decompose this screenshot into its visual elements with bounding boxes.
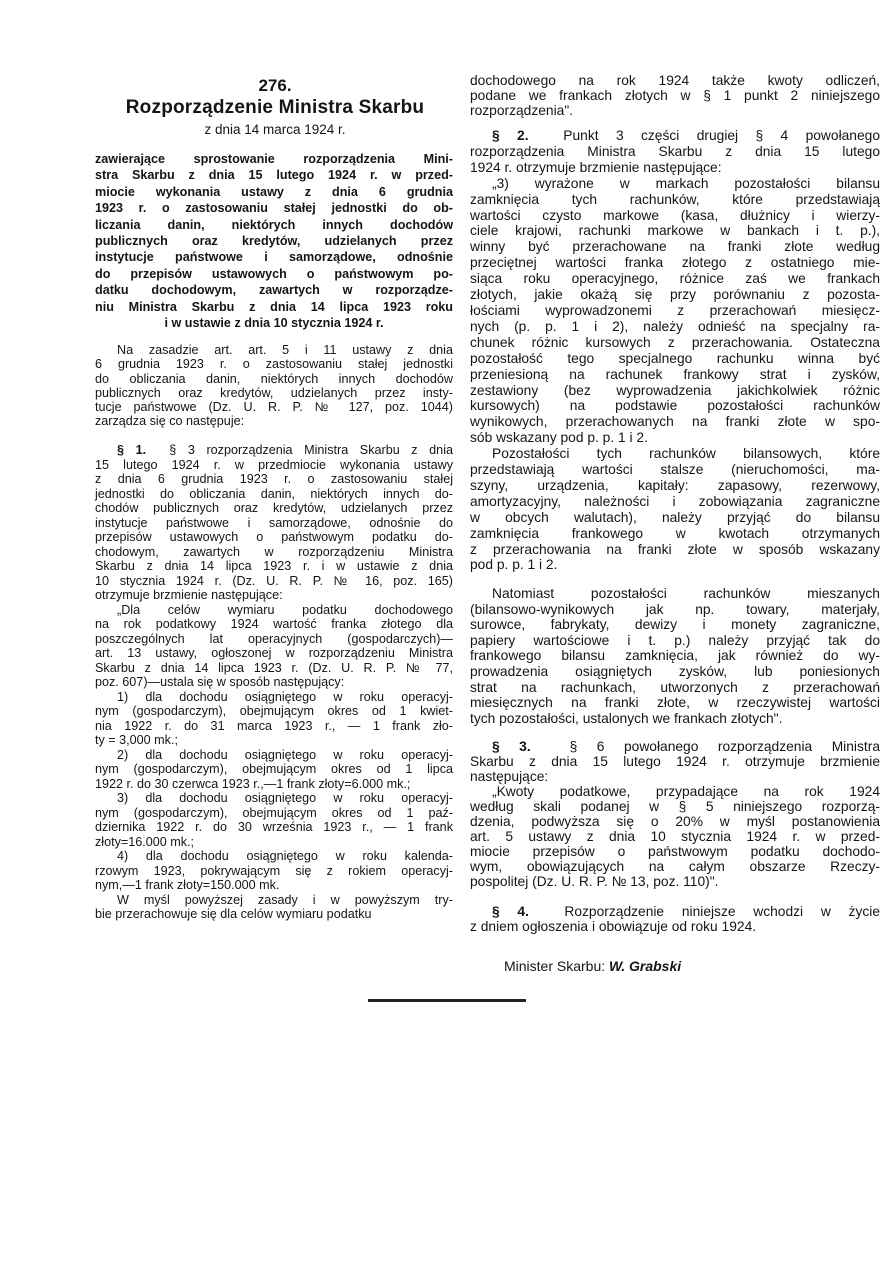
text-line: nym,—1 frank złoty=150.000 mk. <box>95 878 280 892</box>
text-line: pospolitej (Dz. U. R. P. № 13, poz. 110)". <box>470 874 719 889</box>
text-line: art. 5 ustawy z dnia 10 stycznia 1924 r. w przed- <box>470 829 880 844</box>
section-label: § 1. <box>117 443 147 457</box>
text-line: 1923 r. o zastosowaniu stałej jednostki do ob- <box>95 201 453 216</box>
paragraph <box>95 443 453 603</box>
text-line: 4) dla dochodu osiągniętego w roku kalenda- <box>117 849 453 863</box>
text-line: według skali podanej w § 5 niniejszego rozporzą- <box>470 799 880 814</box>
preamble <box>95 343 453 429</box>
text-line: „Dla celów wymiaru podatku dochodowego <box>117 602 453 617</box>
text-line <box>470 739 880 754</box>
text-line: w obcych walutach), należy przyjąć do bilansu <box>470 509 880 525</box>
text-line: 15 lutego 1924 r. w przedmiocie wykonania ustawy <box>95 457 453 472</box>
paragraph <box>470 784 880 889</box>
section-text: § 6 powołanego rozporządzenia Ministra <box>530 739 880 754</box>
section-label: § 2. <box>492 128 529 143</box>
text-line: instytucje państwowe i samorządowe, odnośnie do <box>95 515 453 530</box>
text-line: datku dochodowym, zawartych w rozporządze- <box>95 283 453 298</box>
paragraph <box>95 893 453 922</box>
text-line: siąca roku operacyjnego, różnice zaś we frankach <box>470 271 880 287</box>
text-line: wym, obowiązujących na całym obszarze Rzeczy- <box>470 859 880 874</box>
text-line: Pozostałości tych rachunków bilansowych, które <box>492 446 880 462</box>
text-line: art. 13 ustawy, ogłoszonej w rozporządzeniu Ministra <box>95 646 453 660</box>
text-line: z przerachowania na franki złote w sposób wskazany <box>470 541 880 557</box>
section-2-mixed-accounts <box>470 586 880 726</box>
text-line: 2) dla dochodu osiągniętego w roku operacyj- <box>117 747 453 762</box>
text-line: Natomiast pozostałości rachunków mieszanych <box>492 586 880 601</box>
section-3 <box>470 739 880 889</box>
paragraph <box>95 748 453 792</box>
text-line: Skarbu z dnia 14 lipca 1923 r. i w ustawie z dnia <box>95 559 453 573</box>
text-line: z dnia 6 grudnia 1923 r. o zastosowaniu stałej <box>95 472 453 486</box>
section-text: Rozporządzenie niniejsze wchodzi w życie <box>528 904 880 919</box>
text-line: wartości czysto markowe (kasa, dłużnicy i wierzy- <box>470 207 880 223</box>
act-title: Rozporządzenie Ministra Skarbu <box>125 97 425 118</box>
text-line: rozporządzenia". <box>470 103 574 118</box>
section-text: Punkt 3 części drugiej § 4 powołanego <box>528 128 880 143</box>
text-line: szyny, urządzenia, kapitały: zapasowy, rezerwowy, <box>470 477 880 493</box>
text-line: poszczególnych lat operacyjnych (gospodarczych)— <box>95 631 453 646</box>
text-line: przepisów ustawowych o państwowym podatku do- <box>95 530 453 544</box>
section-label: § 3. <box>492 739 531 754</box>
text-line: 3) dla dochodu osiągniętego w roku operacyj- <box>117 791 453 805</box>
text-line: „3) wyrażone w markach pozostałości bilansu <box>492 175 880 191</box>
text-line: publicznych oraz kredytów, udzielanych przez <box>95 234 453 249</box>
text-line: frankowego bilansu zamknięcia, jak również do wy- <box>470 648 880 664</box>
text-line: miocie przepisów o państwowym podatku dochodo- <box>470 844 880 859</box>
paragraph <box>470 446 880 573</box>
text-line: strat na rachunkach, utworzonych z przerachowań <box>470 679 880 695</box>
text-line: W myśl powyższej zasady i w powyższym try- <box>117 892 453 907</box>
text-line: złotych, jakie okażą się przy porównaniu z pozosta- <box>470 287 880 303</box>
text-line: (bilansowo-wynikowych jak np. towary, materjały, <box>470 601 880 617</box>
text-line: ciele krajowi, rachunki markowe w bankach i t. p.), <box>470 223 880 239</box>
text-line: wynikowych, przerachowanych na franki złote w spo- <box>470 414 880 430</box>
text-line: 1924 r. otrzymuje brzmienie następujące: <box>470 159 722 175</box>
text-line: winny być przerachowane na franki złote według <box>470 239 880 255</box>
text-line: tucje państwowe (Dz. U. R. P. № 127, poz. 1044) <box>95 400 453 415</box>
section-4 <box>470 904 880 934</box>
text-line: surowce, fabrykaty, dewizy i monety zagraniczne, <box>470 617 880 633</box>
text-line: łościami wyprowadzonemi z przerachowań miesięcz- <box>470 302 880 318</box>
paragraph <box>95 690 453 748</box>
act-date: z dnia 14 marca 1924 r. <box>204 122 346 137</box>
text-line: miocie wykonania ustawy z dnia 6 grudnia <box>95 184 453 199</box>
signature <box>504 958 681 974</box>
paragraph <box>95 791 453 849</box>
text-line: dzenia, podwyższa się o 20% w myśl postanowienia <box>470 814 880 829</box>
text-line: zestawiony (bez wyprowadzenia jakichkolwiek różnic <box>470 382 880 398</box>
text-line: „Kwoty podatkowe, przypadające na rok 1924 <box>492 784 880 799</box>
text-line: dochodowego na rok 1924 także kwoty odliczeń, <box>470 73 880 88</box>
text-line: Na zasadzie art. art. 5 i 11 ustawy z dnia <box>117 343 453 357</box>
paragraph <box>470 176 880 446</box>
text-line: przedstawiają wartości stalsze (nieruchomości, ma- <box>470 462 880 478</box>
text-line: podane we frankach złotych w § 1 punkt 2 niniejszego <box>470 88 880 103</box>
text-line: następujące: <box>470 769 549 784</box>
paragraph <box>470 904 880 934</box>
section-1 <box>95 443 453 922</box>
text-line: instytucje państwowe i samorządowe, odnośnie <box>95 250 453 265</box>
text-line: Skarbu z dnia 15 lutego 1924 r. otrzymuje brzmienie <box>470 754 880 769</box>
text-line: publicznych oraz kredytów, udzielanych przez insty- <box>95 385 453 400</box>
paragraph <box>95 849 453 893</box>
text-line: i w ustawie z dnia 10 stycznia 1924 r. <box>164 316 384 331</box>
text-line: chodowym, zawartych w rozporządzeniu Ministra <box>95 544 453 559</box>
section-text: § 3 rozporządzenia Ministra Skarbu z dnia <box>146 443 453 457</box>
text-line: nia 1922 r. do 31 marca 1923 r., — 1 frank zło- <box>95 718 453 733</box>
text-line: dziernika 1922 r. do 30 września 1923 r., — 1 frank <box>95 820 453 834</box>
text-line: zarządza się co następuje: <box>95 414 245 429</box>
text-line: Skarbu z dnia 14 lipca 1923 r. (Dz. U. R. P. № 77, <box>95 660 453 675</box>
text-line: na rok podatkowy 1924 wartość franka złotego dla <box>95 617 453 631</box>
text-line: nym (gospodarczym), obejmującym okres od 1 paź- <box>95 805 453 820</box>
act-number: 276. <box>258 76 292 95</box>
section-1-continued <box>470 73 880 118</box>
text-line: do obliczania danin, niektórych innych dochodów <box>95 371 453 386</box>
text-line: bie przerachowuje się dla celów wymiaru podatku <box>95 907 372 921</box>
text-line: pozostałość tego specjalnego rachunku winna być <box>470 350 880 366</box>
text-line: przeniesioną na rachunek frankowy strat i zysków, <box>470 366 880 382</box>
text-line: rozporządzenia Ministra Skarbu z dnia 15 lutego <box>470 143 880 159</box>
text-line: przeciętnej wartości franka złotego z ostatniego mie- <box>470 255 880 271</box>
text-line: nym (gospodarczym), obejmującym okres od 1 kwiet- <box>95 704 453 718</box>
text-line: zawierające sprostowanie rozporządzenia Mini- <box>95 152 453 166</box>
text-line: nym (gospodarczym), obejmującym okres od 1 lipca <box>95 762 453 776</box>
text-line: miesięcznych na franki złote, w rzeczywistej wartości <box>470 695 880 711</box>
text-line: liczania danin, niektórych innych dochodów <box>95 217 453 232</box>
paragraph <box>95 603 453 690</box>
text-line: chunek różnic kursowych z przerachowania. Ostateczna <box>470 334 880 350</box>
text-line: 1) dla dochodu osiągniętego w roku operacyj- <box>117 689 453 704</box>
text-line: niu Ministra Skarbu z dnia 14 lipca 1923 roku <box>95 299 453 314</box>
text-line: papiery wartościowe i t. p.) należy przyjąć tak do <box>470 632 880 648</box>
section-2 <box>470 128 880 573</box>
text-line <box>470 904 880 919</box>
act-summary <box>95 151 453 331</box>
text-line: do przepisów ustawowych o państwowym po- <box>95 266 453 281</box>
paragraph <box>470 739 880 784</box>
signature-label: Minister Skarbu: <box>504 958 610 974</box>
section-divider <box>368 999 526 1002</box>
text-line: prowadzenia osiągniętych zysków, lub poniesionych <box>470 663 880 679</box>
text-line: sób wskazany pod p. p. 1 i 2. <box>470 430 648 446</box>
text-line: zamknięcia tych rachunków, które przedstawiają <box>470 191 880 207</box>
text-line: kursowych) na podstawie pozostałości rachunków <box>470 398 880 414</box>
paragraph <box>95 343 453 429</box>
text-line: tych pozostałości, ustalonych we frankach złotych". <box>470 710 783 726</box>
text-line: ty = 3,000 mk.; <box>95 733 178 747</box>
paragraph <box>470 586 880 726</box>
text-line: stra Skarbu z dnia 15 lutego 1924 r. w przed- <box>95 168 453 183</box>
signature-name: W. Grabski <box>609 958 682 974</box>
paragraph <box>95 151 453 331</box>
text-line: złoty=16.000 mk.; <box>95 834 195 849</box>
text-line: otrzymuje brzmienie następujące: <box>95 588 283 602</box>
text-line: rzowym 1923, pokrywającym się z rokiem operacyj- <box>95 863 453 878</box>
paragraph <box>470 128 880 176</box>
text-line: chodów publicznych oraz kredytów, udzielanych przez <box>95 501 453 515</box>
section-label: § 4. <box>492 904 529 919</box>
text-line: z dniem ogłoszenia i obowiązuje od roku 1924. <box>470 919 757 934</box>
text-line: poz. 607)—ustala się w sposób następujący: <box>95 675 345 689</box>
text-line: 6 grudnia 1923 r. o zastosowaniu stałej jednostki <box>95 357 453 372</box>
text-line <box>95 443 453 458</box>
text-line: nych (p. p. 1 i 2), należy odnieść na specjalny ra- <box>470 318 880 334</box>
text-line: 10 stycznia 1924 r. (Dz. U. R. P. № 16, poz. 165) <box>95 573 453 588</box>
paragraph <box>470 73 880 118</box>
text-line: zamknięcia frankowego w kwotach otrzymanych <box>470 525 880 541</box>
text-line: jednostki do obliczania danin, niektórych innych do- <box>95 486 453 501</box>
text-line: amortyzacyjny, należności i zobowiązania zagraniczne <box>470 493 880 509</box>
text-line <box>470 128 880 144</box>
text-line: 1922 r. do 30 czerwca 1923 r.,—1 frank złoty=6.000 mk.; <box>95 776 411 791</box>
text-line: pod p. p. 1 i 2. <box>470 557 558 573</box>
